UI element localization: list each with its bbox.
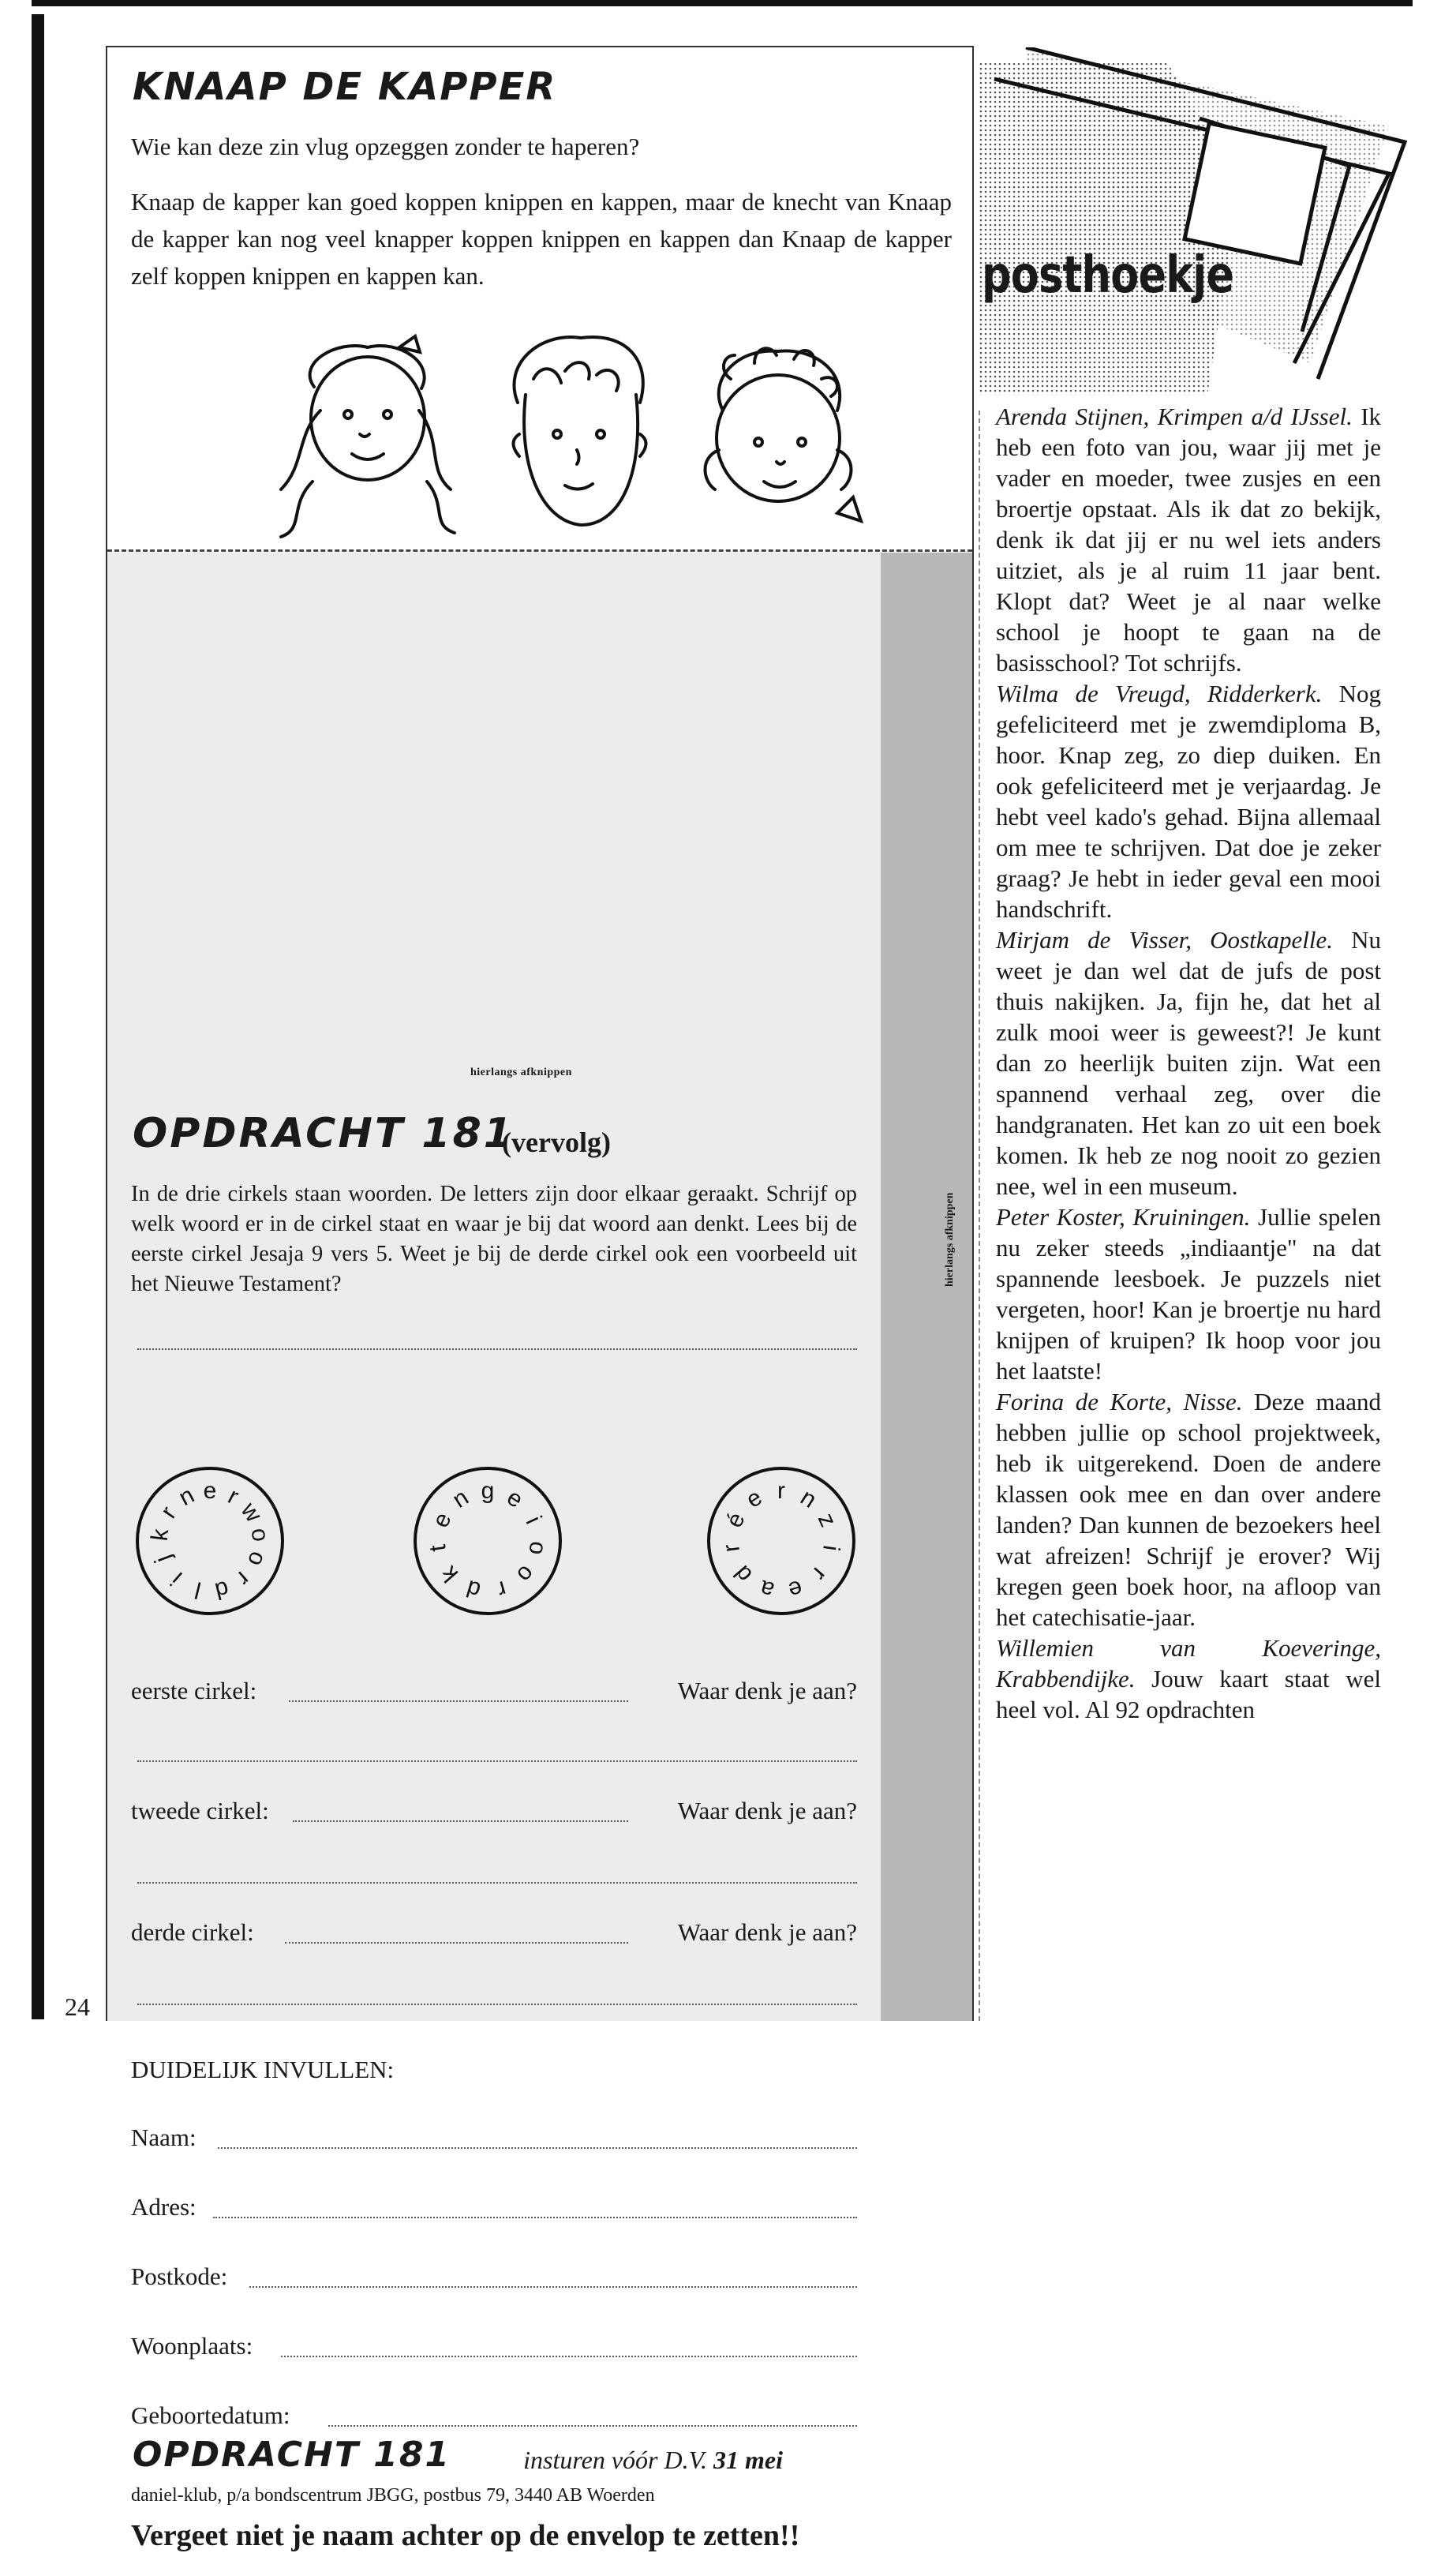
circle-letter: l — [192, 1576, 204, 1603]
posthoekje-graphic — [979, 47, 1420, 395]
third-circle-question: Waar denk je aan? — [677, 1918, 857, 1946]
kapper-tongue-twister: Knaap de kapper kan goed koppen knippen en kappen, maar de knecht van Knaap de kapper kan nog veel knapper koppen knippen en kappen dan Knaap de kapper zelf koppen knippen en kappen kan. — [131, 188, 952, 290]
circle-1-letters — [147, 1478, 274, 1604]
circle-letter: e — [502, 1484, 528, 1513]
circle-letter: n — [795, 1484, 822, 1513]
letter-reply: Deze maand hebben jullie op school projektweek, heb ik uitgerekend. Doen de andere klassen ook mee en dan over andere landen? Dan kunnen de bezoekers heel wat afreizen! Schrijf je erover? Wij kregen geen boek hoor, na afloop van het catechisatie-jaar. — [996, 1388, 1381, 1631]
letter-item — [996, 924, 1381, 1202]
answer-line[interactable] — [137, 2004, 857, 2005]
field-name — [131, 2124, 857, 2155]
third-circle-label: derde cirkel: — [131, 1918, 254, 1946]
circle-letter: e — [203, 1477, 217, 1504]
circle-letter: o — [242, 1547, 271, 1570]
circle-3-letters — [718, 1478, 844, 1603]
circle-letter: g — [481, 1477, 495, 1504]
letter-reply: Ik heb een foto van jou, waar jij met je vader en moeder, twee zusjes en een broertje opstaat. Als ik dat zo bekijk, denk ik dat jij er nu wel iets anders uitziet, als je al ruim 11 jaar bent. Klopt dat? Weet je al naar welke school je hoopt te gaan na de basisschool? Tot schrijfs. — [996, 403, 1382, 677]
page-number: 24 — [65, 1993, 90, 2021]
letter-sender: Wilma de Vreugd, Ridderkerk. — [996, 680, 1323, 707]
circle-letter: i — [818, 1543, 844, 1553]
circle-letter: d — [463, 1574, 484, 1604]
circle-letter: e — [741, 1484, 767, 1513]
letter-reply: Jullie spelen nu zeker steeds „indiaantje" na dat spannende leesboek. Je puzzels niet vergeten, hoor! Kan je broertje nu hard knijpen of kruipen? Ik hoop voor jou het laatste! — [996, 1203, 1382, 1385]
letter-sender: Mirjam de Visser, Oostkapelle. — [996, 926, 1333, 954]
column-divider — [979, 411, 982, 2021]
assignment-instructions: In de drie cirkels staan woorden. De letters zijn door elkaar geraakt. Schrijf op welk woord er in de cirkel staat en waar je bij dat woord aan denkt. Lees bij de eerste cirkel Jesaja 9 vers 5. Weet je bij de derde cirkel ook een voorbeeld uit het Nieuwe Testament? — [131, 1182, 857, 1296]
second-circle-question: Waar denk je aan? — [677, 1797, 857, 1824]
letter-item — [996, 401, 1381, 678]
cut-label-horizontal: hierlangs afknippen — [470, 1067, 572, 1078]
left-margin-bar — [32, 14, 44, 2019]
top-rule — [32, 0, 1413, 6]
postcode-label: Postkode: — [131, 2262, 228, 2290]
letter-reply: Nu weet je dan wel dat de jufs de post thuis nakijken. Ja, fijn he, dat het al zulk mooi weer is geweest?! Je kunt dan zo heerlijk buiten zijn. Wat een spannend verhaal zeg, over die handgranaten. Het kan zo uit een boek komen. Ik heb ze nog nooit zo gezien nee, wel in een museum. — [996, 926, 1382, 1200]
name-label: Naam: — [131, 2124, 197, 2151]
letter-item — [996, 1202, 1381, 1386]
deadline-prefix: insturen vóór D.V. — [523, 2446, 708, 2474]
answer-line[interactable] — [137, 1882, 857, 1884]
letter-reply: Jouw kaart staat wel heel vol. Al 92 opdrachten — [996, 1665, 1382, 1723]
circle-letter: r — [807, 1562, 832, 1586]
circle-letter: k — [436, 1561, 464, 1588]
cut-label-vertical: hierlangs afknippen — [944, 1192, 956, 1287]
envelope-icon — [1185, 123, 1325, 264]
kapper-title: KNAAP DE KAPPER — [133, 65, 557, 109]
circle-letter: é — [721, 1509, 750, 1531]
letter-sender: Arenda Stijnen, Krimpen a/d IJssel. — [996, 403, 1353, 430]
field-birthdate — [131, 2401, 857, 2433]
field-address — [131, 2193, 857, 2225]
letter-circle-3 — [702, 1462, 860, 1620]
kapper-intro: Wie kan deze zin vlug opzeggen zonder te haperen? — [131, 133, 640, 160]
city-label: Woonplaats: — [131, 2332, 253, 2360]
address-input[interactable] — [213, 2217, 857, 2218]
footer-assignment-title: OPDRACHT 181 — [133, 2435, 451, 2475]
circle-letter: o — [245, 1527, 274, 1543]
postcode-input[interactable] — [249, 2286, 857, 2288]
posthoekje-title: posthoekje — [982, 246, 1234, 305]
circle-letter: n — [174, 1482, 199, 1512]
field-postcode — [131, 2262, 857, 2294]
letter-item — [996, 1386, 1381, 1633]
fill-in-heading: DUIDELIJK INVULLEN: — [131, 2056, 395, 2083]
letter-sender: Peter Koster, Kruiningen. — [996, 1203, 1251, 1231]
girl-face-icon — [281, 336, 455, 537]
circle-letter: n — [447, 1484, 473, 1513]
left-frame — [106, 46, 974, 2552]
assignment-coupon — [107, 553, 881, 2552]
assignment-heading: OPDRACHT 181 — [133, 1110, 515, 1157]
circle-2-letters — [425, 1478, 551, 1603]
boy-face-icon — [514, 337, 646, 525]
letter-item — [996, 678, 1381, 924]
circle-letter: i — [520, 1512, 547, 1528]
kapper-section — [107, 47, 972, 553]
curly-girl-face-icon — [706, 348, 862, 521]
circle-letter: e — [785, 1574, 806, 1604]
letter-circle-2 — [409, 1462, 567, 1620]
address-label: Adres: — [131, 2193, 197, 2221]
second-circle-answer[interactable] — [293, 1820, 628, 1822]
cut-strip — [881, 553, 972, 2021]
birthdate-input[interactable] — [328, 2425, 857, 2427]
circle-letter: t — [425, 1543, 451, 1554]
circle-letter: j — [149, 1551, 177, 1566]
second-circle-label: tweede cirkel: — [131, 1797, 269, 1824]
first-circle-question: Waar denk je aan? — [677, 1677, 857, 1704]
circle-letter: r — [777, 1477, 785, 1504]
circle-letter: r — [494, 1575, 510, 1603]
circle-letter: r — [231, 1565, 255, 1591]
answer-line[interactable] — [137, 1348, 857, 1350]
mailing-address: daniel-klub, p/a bondscentrum JBGG, postbus 79, 3440 AB Woerden — [131, 2485, 655, 2506]
answer-line[interactable] — [137, 1760, 857, 1762]
posthoekje-letters — [996, 401, 1381, 1725]
circle-letter: e — [427, 1509, 457, 1531]
letter-reply: Nog gefeliciteerd met je zwemdiploma B, hoor. Knap zeg, zo diep duiken. En ook gefeliciteerd met je verjaardag. Je hebt veel kado's gehad. Bijna allemaal om mee te schrijven. Dat doe je zeker graag? Je hebt in ieder geval een mooi handschrift. — [996, 680, 1381, 923]
deadline-date: 31 mei — [713, 2446, 783, 2474]
row-third-circle — [131, 1918, 857, 1950]
children-faces-illustration — [265, 332, 896, 568]
first-circle-label: eerste cirkel: — [131, 1677, 257, 1704]
circle-letter: a — [757, 1574, 777, 1604]
field-city — [131, 2332, 857, 2364]
circle-letter: d — [728, 1560, 758, 1588]
circle-letter: w — [235, 1498, 268, 1528]
row-second-circle — [131, 1797, 857, 1828]
city-input[interactable] — [281, 2356, 857, 2357]
assignment-subheading: (vervolg) — [502, 1127, 611, 1158]
letter-item — [996, 1633, 1381, 1725]
letter-circle-1 — [131, 1462, 289, 1620]
envelope-reminder: Vergeet niet je naam achter op de envelop te zetten!! — [131, 2519, 800, 2552]
circle-letter: z — [812, 1509, 841, 1531]
circle-letter: o — [523, 1539, 552, 1557]
third-circle-answer[interactable] — [285, 1942, 628, 1944]
name-input[interactable] — [218, 2147, 857, 2149]
circle-letter: o — [511, 1560, 541, 1588]
letter-sender: Forina de Korte, Nisse. — [996, 1388, 1243, 1415]
circle-letter: k — [146, 1527, 174, 1543]
first-circle-answer[interactable] — [289, 1700, 628, 1702]
cut-line-horizontal — [107, 549, 972, 552]
row-first-circle — [131, 1677, 857, 1708]
letter-sender: Willemien van Koeveringe, Krabbendijke. — [996, 1634, 1381, 1693]
circle-letter: r — [155, 1501, 182, 1524]
circle-letter: i — [166, 1567, 188, 1591]
circle-letter: r — [717, 1542, 746, 1554]
birthdate-label: Geboortedatum: — [131, 2401, 290, 2429]
circle-letter: d — [212, 1575, 232, 1604]
deadline — [523, 2446, 783, 2475]
circle-letter: r — [223, 1483, 243, 1510]
